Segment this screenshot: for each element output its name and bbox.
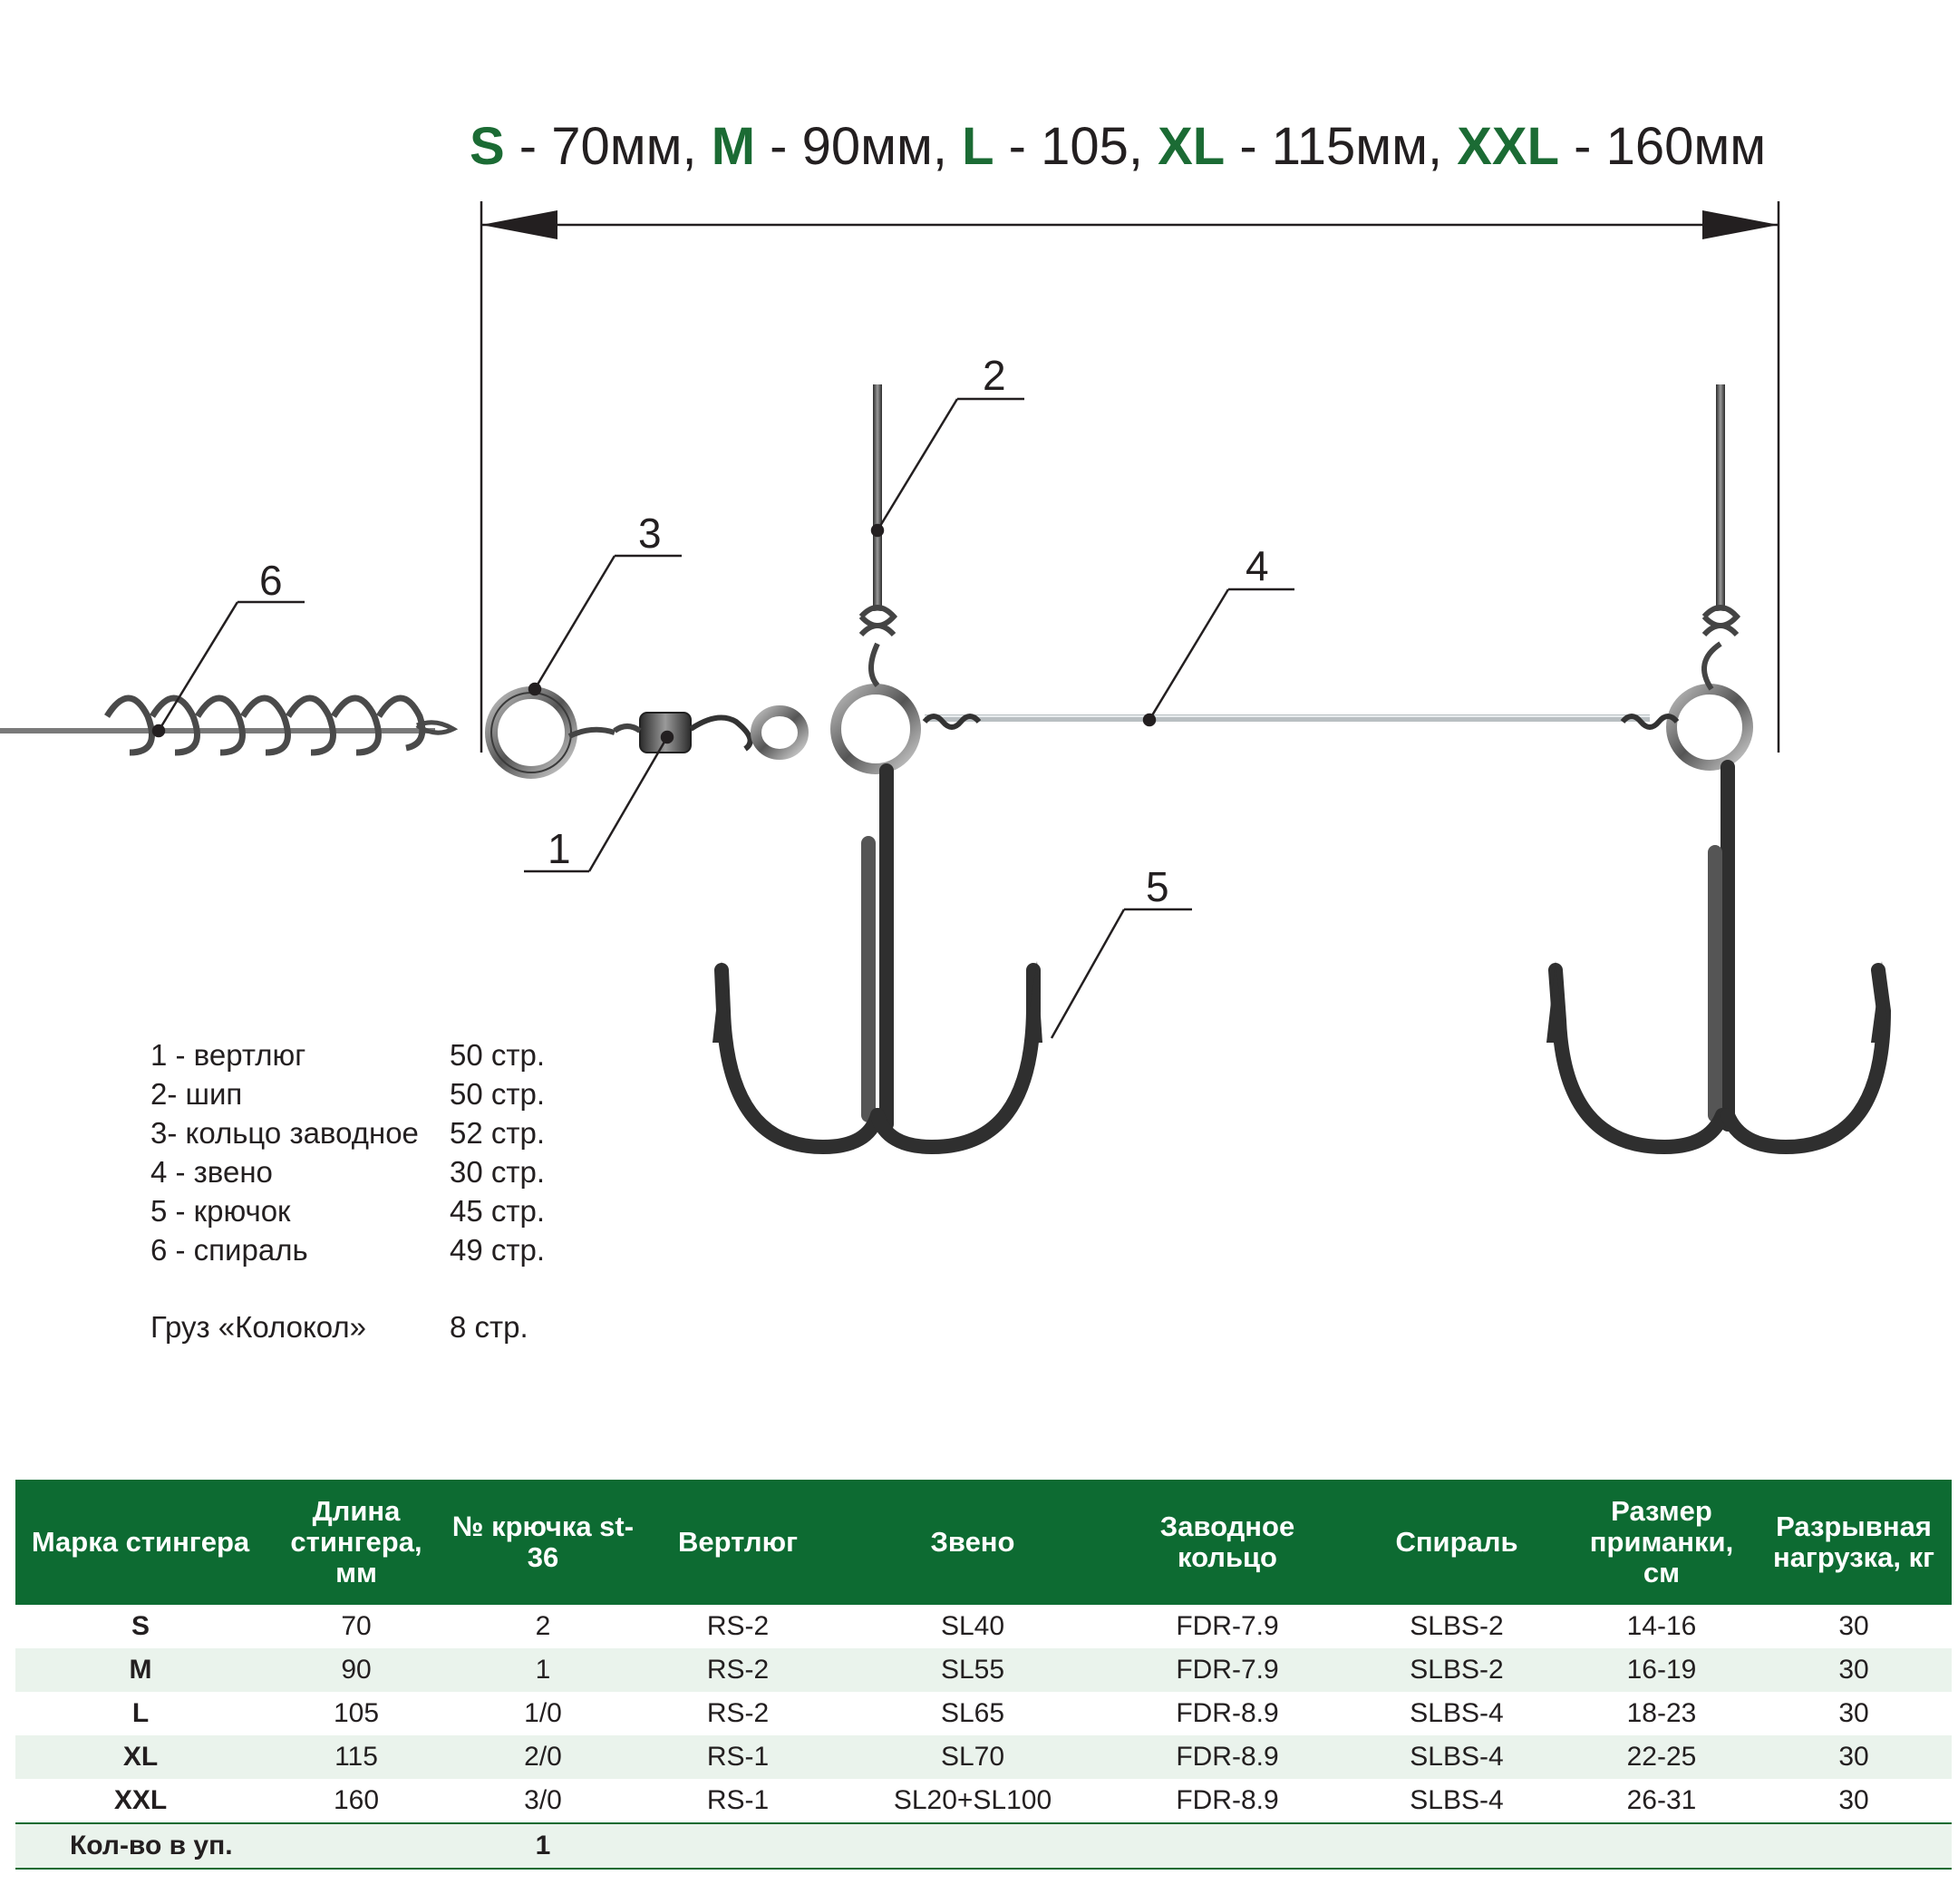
legend-page: 30 стр. (450, 1155, 546, 1189)
table-cell: SLBS-2 (1410, 1611, 1504, 1641)
table-cell: 2 (535, 1611, 551, 1641)
table-cell: 30 (1838, 1611, 1869, 1641)
table-cell: 26-31 (1567, 1779, 1756, 1823)
callout-1: 1 (548, 825, 571, 872)
table-cell: 2/0 (447, 1735, 639, 1779)
callout-6: 6 (259, 557, 283, 604)
table-cell: 18-23 (1626, 1698, 1697, 1728)
hook-ring-front (836, 689, 916, 769)
size-xl: XL (1158, 117, 1226, 176)
table-cell: RS-2 (639, 1648, 837, 1692)
callout-2: 2 (983, 352, 1006, 399)
pin-front (873, 384, 882, 611)
size-xxl-value: - 160мм (1559, 117, 1767, 176)
legend-name: 1 - вертлюг (150, 1038, 306, 1072)
table-cell: L (131, 1698, 150, 1728)
table-cell: 90 (266, 1648, 447, 1692)
table-cell: FDR-7.9 (1176, 1611, 1279, 1641)
table-cell: 3/0 (447, 1779, 639, 1823)
table-cell: SL65 (940, 1698, 1005, 1728)
table-cell: SLBS-4 (1346, 1735, 1567, 1779)
table-cell: 16-19 (1567, 1648, 1756, 1692)
dimension-line (481, 201, 1779, 753)
callout-numbers (259, 352, 1269, 910)
table-row (15, 1779, 1952, 1823)
hook-ring-rear (1672, 689, 1748, 765)
legend-page: 8 стр. (450, 1310, 528, 1344)
col-header: Размер приманки, см (1567, 1480, 1756, 1605)
table-cell: XL (15, 1735, 266, 1779)
table-cell: SLBS-2 (1346, 1648, 1567, 1692)
table-cell: RS-2 (706, 1611, 770, 1641)
col-header: Разрывная нагрузка, кг (1756, 1480, 1952, 1605)
legend-page: 49 стр. (450, 1233, 546, 1267)
table-cell: 1 (447, 1648, 639, 1692)
quantity-row (15, 1823, 1952, 1869)
legend-name: 4 - звено (150, 1155, 273, 1189)
table-cell: RS-2 (706, 1698, 770, 1728)
col-header: Марка стингера (15, 1480, 266, 1605)
quantity-label: Кол-во в уп. (15, 1823, 447, 1869)
table-cell: RS-1 (639, 1779, 837, 1823)
table-cell: 30 (1838, 1698, 1869, 1728)
legend-page: 50 стр. (450, 1038, 546, 1072)
table-cell: 1/0 (524, 1698, 562, 1728)
col-header: Заводное кольцо (1109, 1480, 1346, 1605)
table-cell: FDR-8.9 (1109, 1735, 1346, 1779)
table-cell: XXL (15, 1779, 266, 1823)
table-header-row (15, 1480, 1952, 1605)
legend-name: 2- шип (150, 1077, 243, 1111)
legend-page: 45 стр. (450, 1194, 546, 1228)
swivel (569, 713, 751, 753)
size-l-value: - 105, (994, 117, 1158, 176)
col-header: № крючка st-36 (447, 1480, 639, 1605)
treble-hook-front (722, 771, 1033, 1147)
table-row (15, 1605, 1952, 1648)
legend-name: 6 - спираль (150, 1233, 308, 1267)
table-row (15, 1692, 1952, 1735)
table-cell: SLBS-4 (1346, 1779, 1567, 1823)
col-header: Вертлюг (639, 1480, 837, 1605)
table-cell: S (131, 1611, 150, 1641)
arrow-right-icon (1702, 210, 1779, 239)
table-cell: SLBS-4 (1410, 1698, 1504, 1728)
table-cell: 70 (341, 1611, 372, 1641)
table-cell: 30 (1756, 1779, 1952, 1823)
table-cell: M (15, 1648, 266, 1692)
table-cell: SL55 (837, 1648, 1109, 1692)
quantity-value: 1 (447, 1823, 639, 1869)
col-header: Спираль (1346, 1480, 1567, 1605)
callout-5: 5 (1146, 863, 1169, 910)
arrow-left-icon (481, 210, 557, 239)
table-cell: SL40 (940, 1611, 1005, 1641)
callout-3: 3 (638, 510, 662, 557)
table-cell: SL70 (837, 1735, 1109, 1779)
table-cell: RS-1 (639, 1735, 837, 1779)
table-row (15, 1735, 1952, 1779)
table-cell: FDR-8.9 (1176, 1698, 1279, 1728)
legend-page: 50 стр. (450, 1077, 546, 1111)
size-m-value: - 90мм, (755, 117, 963, 176)
legend-name: 5 - крючок (150, 1194, 291, 1228)
size-s: S (470, 117, 505, 176)
spec-table (15, 1480, 1952, 1870)
table-cell: 22-25 (1567, 1735, 1756, 1779)
legend-page: 52 стр. (450, 1116, 546, 1150)
spiral (107, 698, 422, 753)
table-cell: 160 (266, 1779, 447, 1823)
size-xxl: XXL (1457, 117, 1560, 176)
legend-name: 3- кольцо заводное (150, 1116, 419, 1150)
size-xl-value: - 115мм, (1225, 117, 1458, 176)
pin-rear (1716, 384, 1725, 611)
table-cell: FDR-8.9 (1109, 1779, 1346, 1823)
table-cell: 14-16 (1626, 1611, 1697, 1641)
callout-4: 4 (1246, 542, 1269, 589)
col-header: Звено (837, 1480, 1109, 1605)
table-cell: 105 (333, 1698, 380, 1728)
table-cell: 115 (266, 1735, 447, 1779)
table-cell: FDR-7.9 (1109, 1648, 1346, 1692)
table-cell: SL20+SL100 (837, 1779, 1109, 1823)
treble-hook-rear (1556, 767, 1884, 1147)
table-row (15, 1648, 1952, 1692)
size-s-value: - 70мм, (504, 117, 712, 176)
size-m: M (711, 117, 756, 176)
table-cell: 30 (1756, 1735, 1952, 1779)
table-cell: 30 (1756, 1648, 1952, 1692)
size-l: L (962, 117, 994, 176)
col-header: Длина стингера, мм (266, 1480, 447, 1605)
legend-name: Груз «Колокол» (150, 1310, 367, 1344)
